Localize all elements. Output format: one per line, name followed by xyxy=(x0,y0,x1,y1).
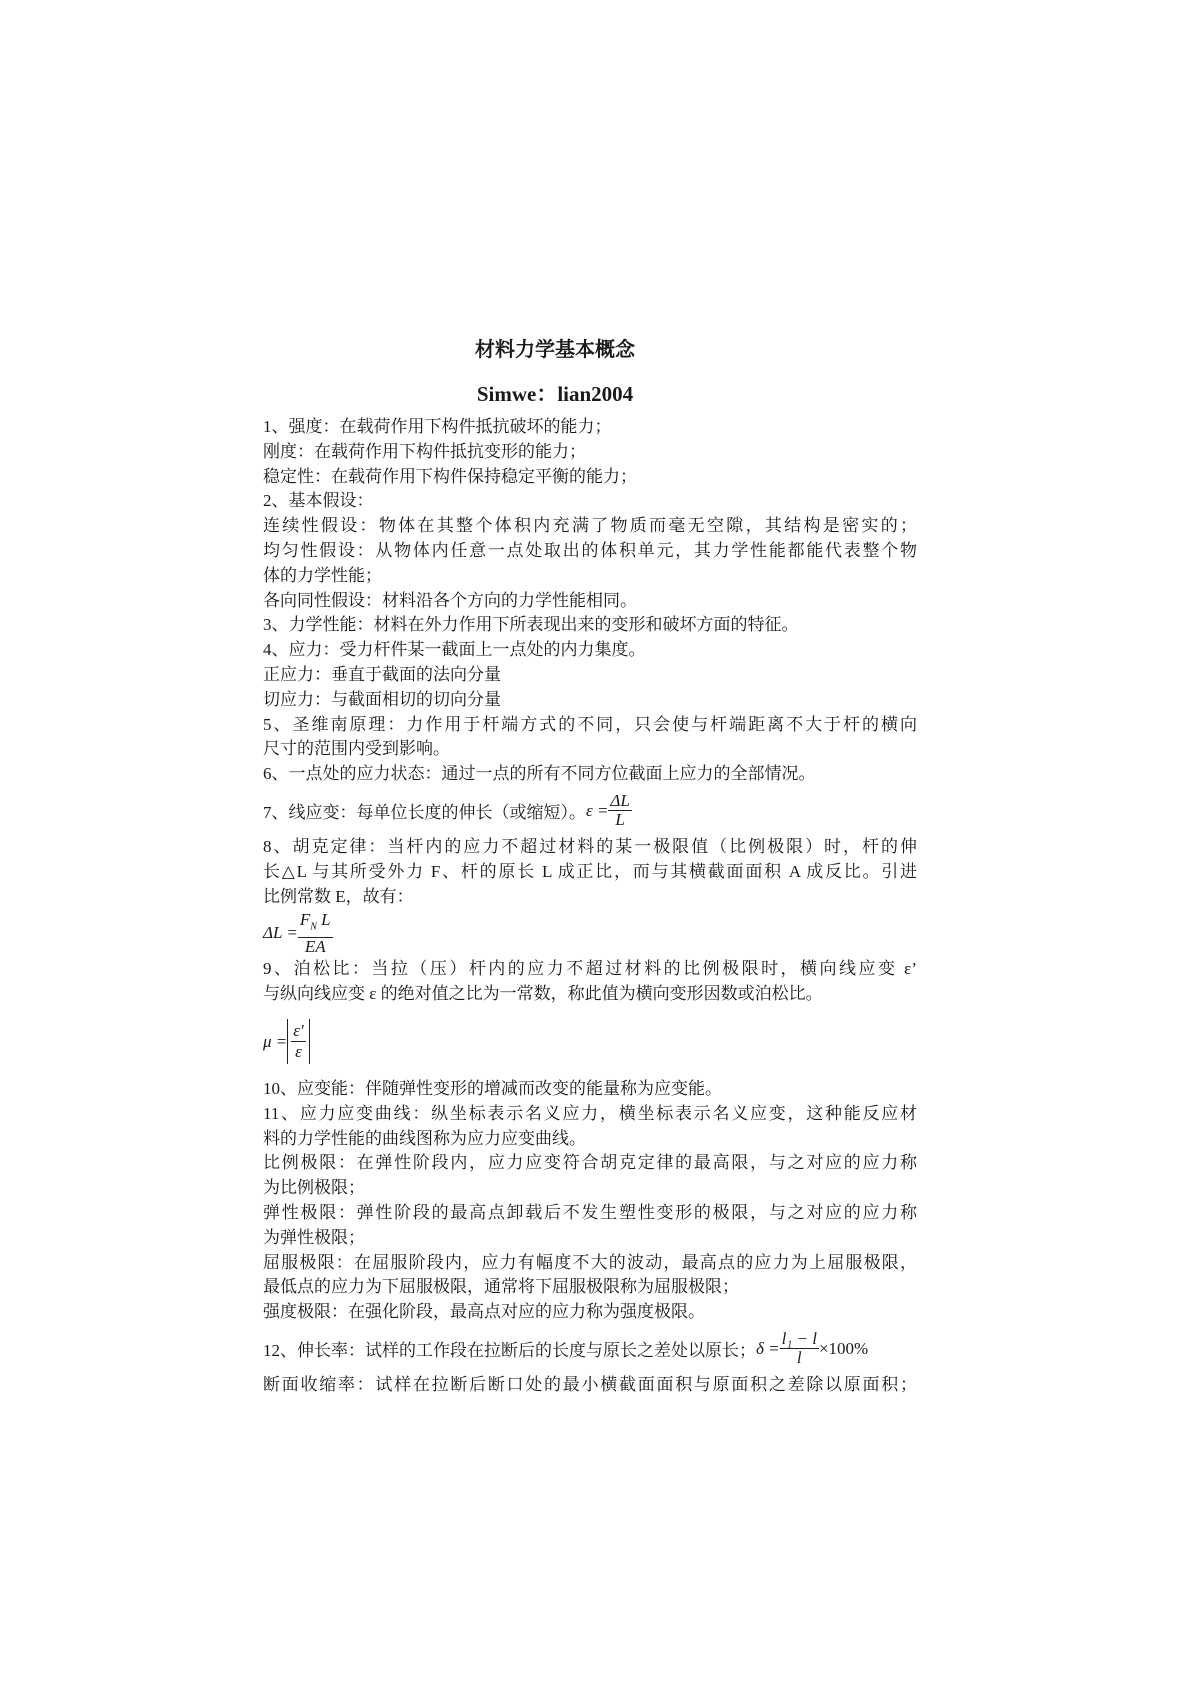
text-line: 4、应力：受力杆件某一截面上一点处的内力集度。 xyxy=(263,640,646,660)
denominator: ε xyxy=(295,1042,302,1062)
denominator: L xyxy=(615,810,625,830)
text-line: 10、应变能：伴随弹性变形的增减而改变的能量称为应变能。 xyxy=(263,1078,722,1098)
strain-fraction xyxy=(608,792,631,829)
text-line: 3、力学性能：材料在外力作用下所表现出来的变形和破坏方面的特征。 xyxy=(263,615,799,635)
text-line: 连续性假设：物体在其整个体积内充满了物质而毫无空隙，其结构是密实的； xyxy=(263,516,917,536)
text-line: 为弹性极限； xyxy=(263,1227,365,1247)
text-line: 尺寸的范围内受到影响。 xyxy=(263,739,450,759)
text-line: 正应力：垂直于截面的法向分量 xyxy=(263,664,501,684)
text-line: 为比例极限； xyxy=(263,1178,365,1198)
text-line: 2、基本假设： xyxy=(263,491,374,511)
numerator xyxy=(298,911,333,937)
text-line: 均匀性假设：从物体内任意一点处取出的体积单元，其力学性能都能代表整个物 xyxy=(263,540,917,560)
document-title: 材料力学基本概念 xyxy=(475,339,635,361)
text-line: 5、圣维南原理：力作用于杆端方式的不同，只会使与杆端距离不大于杆的横向 xyxy=(263,714,917,734)
denominator: EA xyxy=(304,936,326,956)
formula-lhs: ΔL = xyxy=(263,923,298,943)
document-body xyxy=(263,415,917,1398)
formula-lhs: ε = xyxy=(586,800,609,820)
text-line: 8、胡克定律：当杆内的应力不超过材料的某一极限值（比例极限）时，杆的伸 xyxy=(263,836,917,856)
text-line: 切应力：与截面相切的切向分量 xyxy=(263,689,501,709)
text-line: 强度极限：在强化阶段，最高点对应的应力称为强度极限。 xyxy=(263,1302,705,1322)
subscript: N xyxy=(310,921,317,933)
poisson-fraction xyxy=(287,1019,309,1064)
text-line: 1、强度：在载荷作用下构件抵抗破坏的能力； xyxy=(263,417,612,436)
poisson-formula xyxy=(263,1007,917,1077)
text-line: 断面收缩率：试样在拉断后断口处的最小横截面面积与原面积之差除以原面积； xyxy=(263,1374,917,1394)
text-line: 各向同性假设：材料沿各个方向的力学性能相同。 xyxy=(263,590,637,610)
text-line: 与纵向线应变 ε 的绝对值之比为一常数，称此值为横向变形因数或泊松比。 xyxy=(263,984,823,1004)
text-line: 6、一点处的应力状态：通过一点的所有不同方位截面上应力的全部情况。 xyxy=(263,764,816,784)
hooke-fraction xyxy=(298,911,333,955)
formula-lhs: μ = xyxy=(263,1031,288,1051)
text-line: 12、伸长率：试样的工作段在拉断后的长度与原长之差处以原长； xyxy=(263,1341,756,1361)
text-line: 刚度：在载荷作用下构件抵抗变形的能力； xyxy=(263,441,586,461)
length-symbol: L xyxy=(321,910,331,930)
text-line: 11、应力应变曲线：纵坐标表示名义应力，横坐标表示名义应变，这种能反应材 xyxy=(263,1103,917,1123)
strain-formula-line xyxy=(263,787,917,835)
text-line: 9、泊松比：当拉（压）杆内的应力不超过材料的比例极限时，横向线应变 ε’ xyxy=(263,959,917,979)
elongation-formula-line xyxy=(263,1325,917,1373)
text-line: 稳定性：在载荷作用下构件保持稳定平衡的能力； xyxy=(263,466,637,486)
force-symbol: F xyxy=(299,910,311,930)
text-line: 比例常数 E，故有： xyxy=(263,886,414,906)
numerator: ΔL xyxy=(610,791,630,811)
text-line: 长△L 与其所受外力 F、杆的原长 L 成正比，而与其横截面面积 A 成反比。引进 xyxy=(263,861,917,881)
text-line: 体的力学性能； xyxy=(263,565,382,585)
formula-lhs: δ = xyxy=(756,1338,780,1358)
numerator: l₁ − l xyxy=(781,1329,817,1349)
text-line: 7、线应变：每单位长度的伸长（或缩短）。 xyxy=(263,803,586,823)
percent-factor: ×100% xyxy=(818,1338,869,1358)
text-line: 最低点的应力为下屈服极限，通常将下屈服极限称为屈服极限； xyxy=(263,1277,739,1297)
denominator: l xyxy=(796,1348,802,1368)
text-line: 屈服极限：在屈服阶段内，应力有幅度不大的波动，最高点的应力为上屈服极限， xyxy=(263,1252,917,1272)
text-line: 料的力学性能的曲线图称为应力应变曲线。 xyxy=(263,1128,586,1148)
text-line: 弹性极限：弹性阶段的最高点卸载后不发生塑性变形的极限，与之对应的应力称 xyxy=(263,1202,917,1222)
hooke-formula xyxy=(263,909,917,957)
numerator: ε' xyxy=(293,1021,304,1041)
elongation-fraction xyxy=(780,1330,819,1367)
document-author: Simwe：lian2004 xyxy=(476,382,634,406)
text-line: 比例极限：在弹性阶段内，应力应变符合胡克定律的最高限，与之对应的应力称 xyxy=(263,1153,917,1173)
